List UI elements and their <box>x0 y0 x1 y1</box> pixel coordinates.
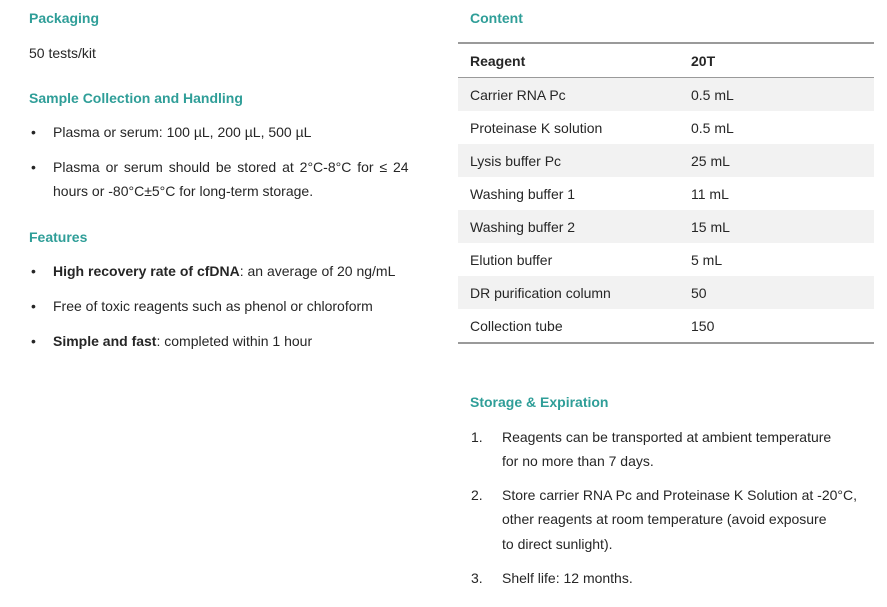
sample-item-2-line-1: Plasma or serum should be stored at 2°C-8°C for ≤ 24 <box>53 159 409 175</box>
column-header-reagent: Reagent <box>458 43 679 78</box>
storage-item-3-line-1: Shelf life: 12 months. <box>502 570 633 586</box>
table-row <box>458 210 874 243</box>
table-row <box>458 177 874 210</box>
storage-item-2-number: 2. <box>471 487 483 503</box>
features-heading: Features <box>29 229 88 245</box>
table-row <box>458 111 874 144</box>
feature-item-3 <box>53 333 312 349</box>
sample-heading: Sample Collection and Handling <box>29 90 243 106</box>
reagent-cell: Elution buffer <box>470 251 553 268</box>
amount-cell: 25 mL <box>679 144 874 177</box>
reagent-cell: Lysis buffer Pc <box>458 144 679 177</box>
content-table <box>458 42 874 344</box>
feature-item-2: Free of toxic reagents such as phenol or chloroform <box>53 298 373 314</box>
sample-item-1: Plasma or serum: 100 µL, 200 µL, 500 µL <box>53 124 312 140</box>
content-heading: Content <box>470 10 523 26</box>
amount-cell: 0.5 mL <box>679 78 874 112</box>
storage-item-1-line-2: for no more than 7 days. <box>502 453 654 469</box>
storage-item-2-line-3: to direct sunlight). <box>502 536 613 552</box>
table-header-row <box>458 43 874 78</box>
storage-item-3-number: 3. <box>471 570 483 586</box>
feature-item-3-bold: Simple and fast <box>53 333 157 349</box>
storage-item-1-line-1: Reagents can be transported at ambient temperature <box>502 429 832 445</box>
feature-item-1-text: : an average of 20 ng/mL <box>239 263 396 279</box>
table-row <box>458 309 874 343</box>
storage-item-2-line-2: other reagents at room temperature (avoid exposure <box>502 511 827 527</box>
amount-cell: 11 mL <box>691 185 729 202</box>
reagent-cell: Proteinase K solution <box>470 119 603 136</box>
table-row <box>458 276 874 309</box>
amount-cell: 0.5 mL <box>691 119 734 136</box>
packaging-heading: Packaging <box>29 10 100 26</box>
amount-cell: 50 <box>679 276 874 309</box>
packaging-text: 50 tests/kit <box>29 45 96 61</box>
reagent-cell: Carrier RNA Pc <box>458 78 679 112</box>
feature-item-3-text: : completed within 1 hour <box>156 333 313 349</box>
column-header-20t: 20T <box>679 43 874 78</box>
bullet-dot: • <box>31 298 36 314</box>
amount-cell: 150 <box>679 309 874 343</box>
reagent-cell: Washing buffer 1 <box>470 185 576 202</box>
amount-cell: 15 mL <box>679 210 874 243</box>
bullet-dot: • <box>31 124 36 140</box>
reagent-cell: Washing buffer 2 <box>458 210 679 243</box>
bullet-dot: • <box>31 263 36 279</box>
storage-heading: Storage & Expiration <box>470 394 609 410</box>
reagent-cell: Collection tube <box>458 309 679 343</box>
bullet-dot: • <box>31 159 36 175</box>
storage-item-1-number: 1. <box>471 429 483 445</box>
amount-cell: 5 mL <box>691 251 723 268</box>
bullet-dot: • <box>31 333 36 349</box>
sample-item-2-line-2: hours or -80°C±5°C for long-term storage. <box>53 183 314 199</box>
reagent-cell: DR purification column <box>458 276 679 309</box>
storage-item-2-line-1: Store carrier RNA Pc and Proteinase K Solution at -20°C, <box>502 487 857 503</box>
feature-item-1 <box>53 263 395 279</box>
table-row <box>458 78 874 112</box>
table-row <box>458 243 874 276</box>
feature-item-1-bold: High recovery rate of cfDNA <box>53 263 240 279</box>
table-row <box>458 144 874 177</box>
